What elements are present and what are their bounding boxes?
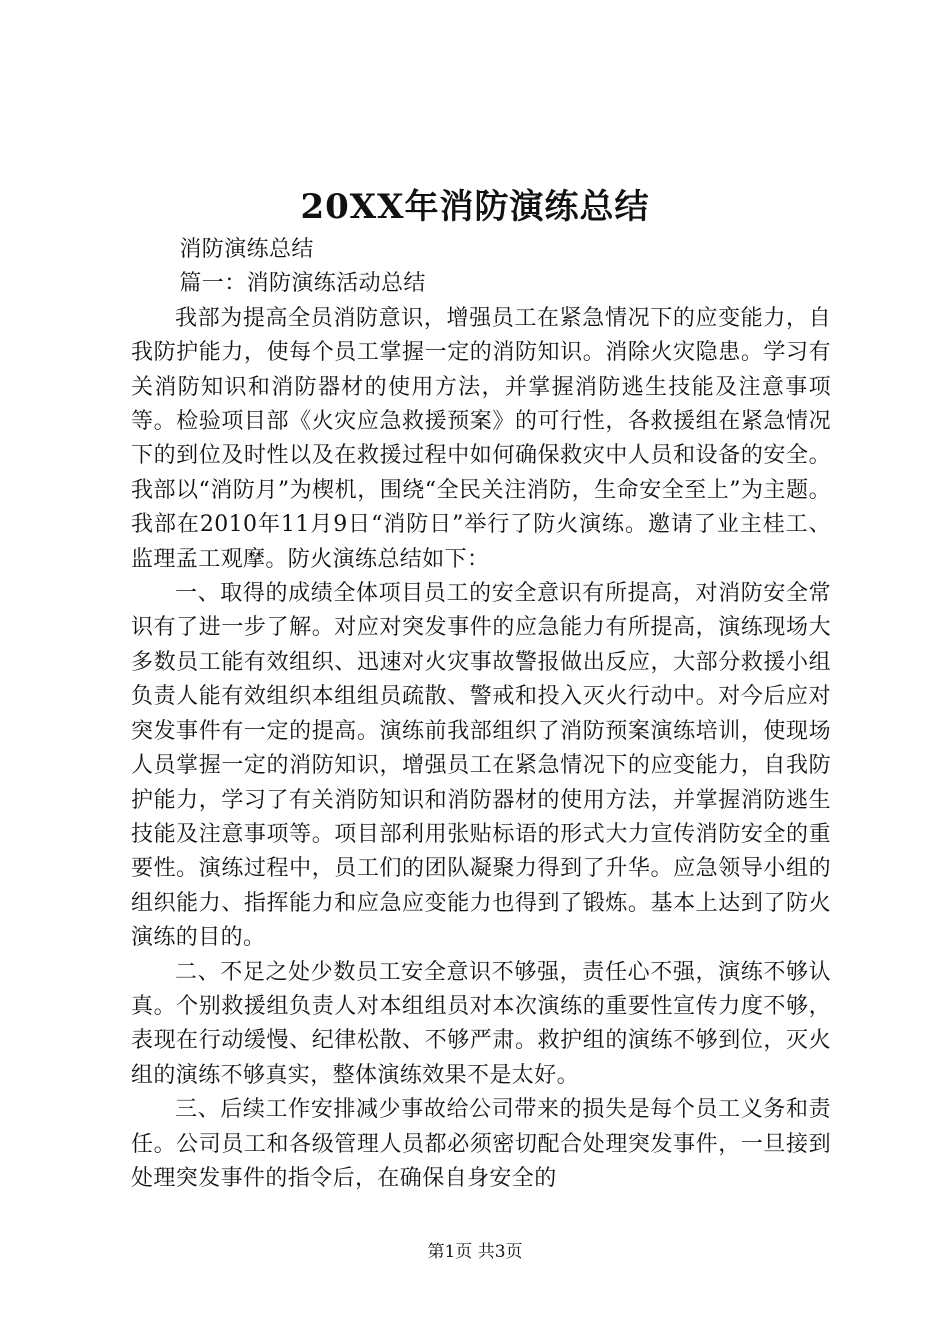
document-title: 20XX年消防演练总结 bbox=[300, 187, 650, 227]
paragraph-achievements: 一、取得的成绩全体项目员工的安全意识有所提高，对消防安全常识有了进一步了解。对应对突发事件的应急能力有所提高，演练现场大多数员工能有效组织、迅速对火灾事故警报做出反应，大部分救援小组负责人能有效组织本组组员疏散、警戒和投入灭火行动中。对今后应对突发事件有一定的提高。演练前我部组织了消防预案演练培训，使现场人员掌握一定的消防知识，增强员工在紧急情况下的应变能力，自我防护能力，学习了有关消防知识和消防器材的使用方法，并掌握消防逃生技能及注意事项等。项目部利用张贴标语的形式大力宣传消防安全的重要性。演练过程中，员工们的团队凝聚力得到了升华。应急领导小组的组织能力、指挥能力和应急应变能力也得到了锻炼。基本上达到了防火演练的目的。 bbox=[131, 581, 831, 951]
paragraph-intro: 我部为提高全员消防意识，增强员工在紧急情况下的应变能力，自我防护能力，使每个员工掌握一定的消防知识。消除火灾隐患。学习有关消防知识和消防器材的使用方法，并掌握消防逃生技能及注意事项等。检验项目部《火灾应急救援预案》的可行性，各救援组在紧急情况下的到位及时性以及在救援过程中如何确保救灾中人员和设备的安全。我部以“消防月”为楔机，围绕“全民关注消防，生命安全至上”为主题。我部在2010年11月9日“消防日”举行了防火演练。邀请了业主桂工、监理孟工观摩。防火演练总结如下： bbox=[131, 305, 831, 572]
paragraph-shortcomings: 二、不足之处少数员工安全意识不够强，责任心不强，演练不够认真。个别救援组负责人对本组组员对本次演练的重要性宣传力度不够，表现在行动缓慢、纪律松散、不够严肃。救护组的演练不够到位，灭火组的演练不够真实，整体演练效果不是太好。 bbox=[131, 959, 831, 1088]
paragraph-followup: 三、后续工作安排减少事故给公司带来的损失是每个员工义务和责任。公司员工和各级管理人员都必须密切配合处理突发事件，一旦接到处理突发事件的指令后，在确保自身安全的 bbox=[131, 1097, 831, 1191]
page-number-footer: 第1页 共3页 bbox=[427, 1242, 523, 1262]
document-subtitle: 消防演练总结 bbox=[179, 237, 314, 262]
section-heading: 篇一：消防演练活动总结 bbox=[179, 271, 426, 297]
document-body bbox=[131, 233, 831, 1196]
